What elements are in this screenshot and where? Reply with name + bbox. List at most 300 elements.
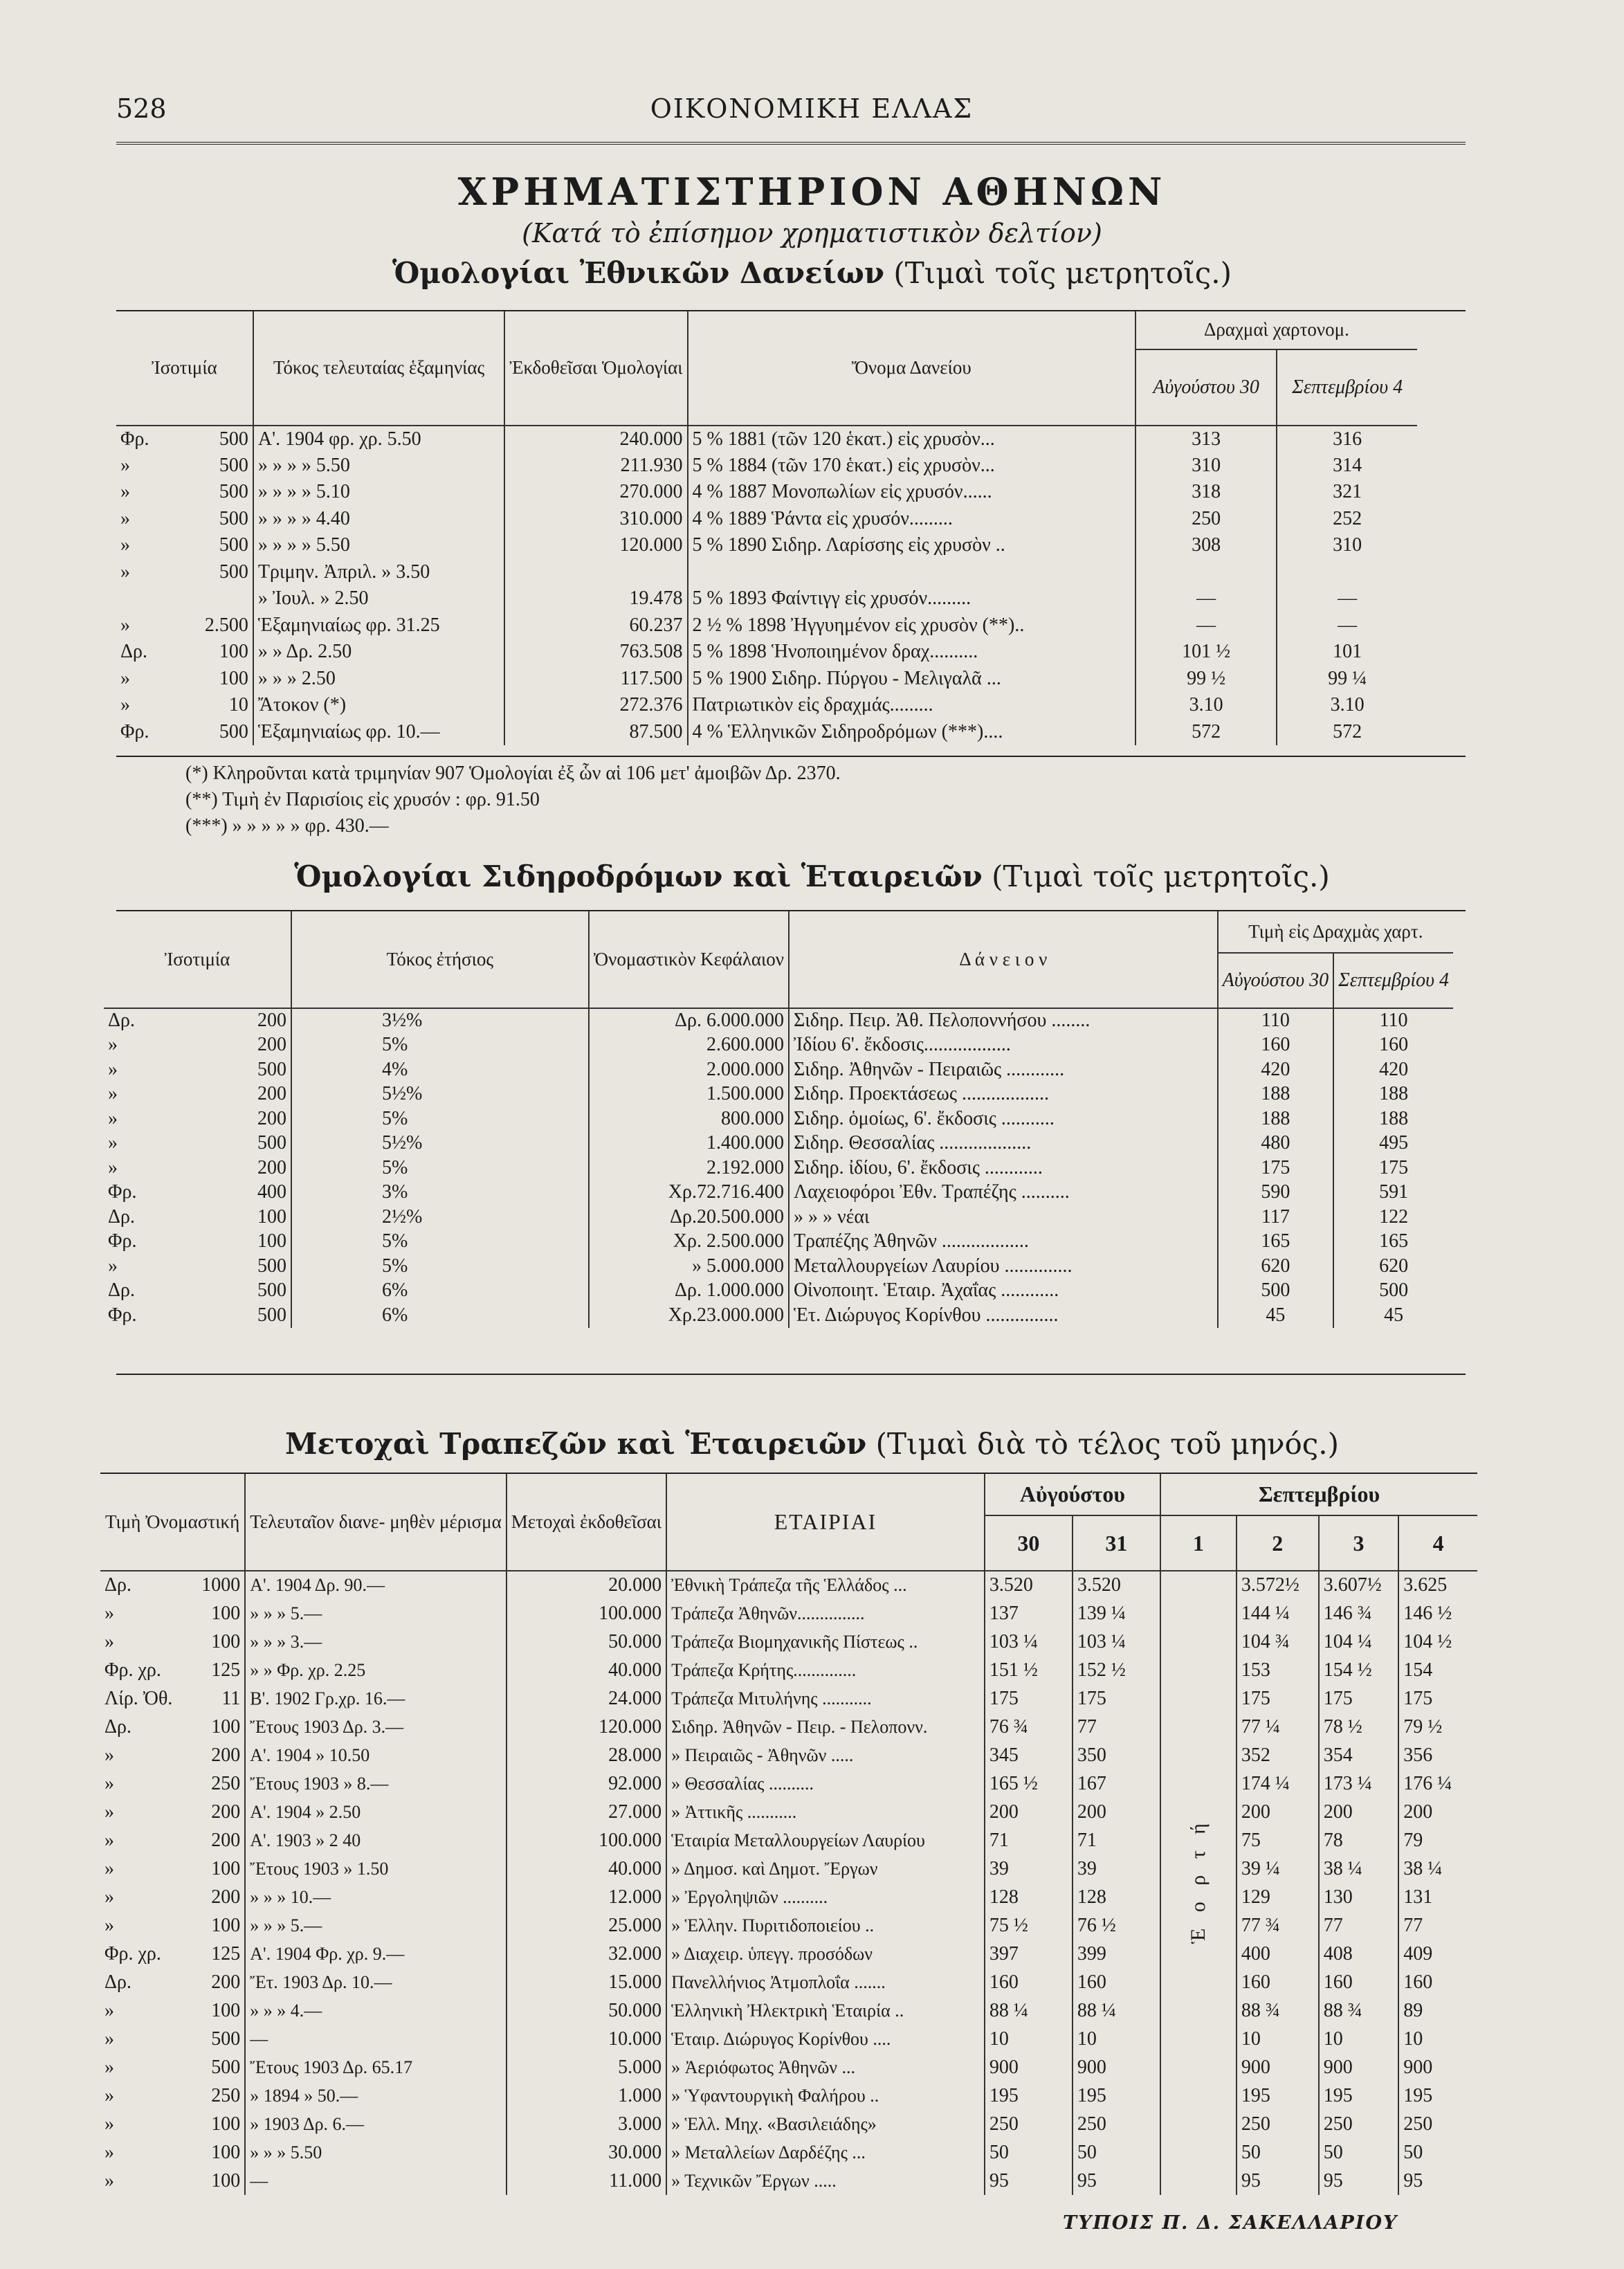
currency-cell: Φρ. [108,1181,137,1203]
col3-day-30: 30 [985,1515,1073,1571]
currency-cell: » [104,1602,114,1624]
price-sep2-cell: 174 ¼ [1237,1769,1319,1798]
shares-cell: 32.000 [507,1940,666,1968]
rate-cell: 5% [291,1156,589,1181]
company-cell: Ἑταιρ. Διώρυγος Κορίνθου .... [666,2025,985,2053]
price-aug31-cell: 95 [1073,2167,1160,2195]
price-sep3-cell: 408 [1319,1940,1399,1968]
col-drachmas: Δραχμαὶ χαρτονομ. [1135,311,1417,349]
price-sep3-cell: 78 [1319,1826,1399,1855]
currency-cell: » [104,2056,114,2078]
currency-cell: Δρ. [108,1279,135,1302]
table-row [104,1254,1453,1279]
rate-cell: 6% [291,1279,589,1304]
table-row [104,1082,1453,1107]
table-row [104,1205,1453,1230]
shares-cell: 5.000 [507,2053,666,2081]
loan-cell: Σιδηρ. ὁμοίως, 6'. ἔκδοσις ........... [789,1106,1218,1131]
price-sep2-cell: 195 [1237,2081,1319,2110]
price-sep4-cell: 95 [1403,2169,1423,2191]
price-sep4-cell: 99 ¼ [1328,667,1367,689]
interest-cell: Ἑξαμηνιαίως φρ. 31.25 [253,612,504,639]
price-aug30-cell: 103 ¼ [985,1628,1073,1656]
currency-cell: Φρ. [120,720,149,742]
par-cell: 200 [176,1883,245,1911]
shares-cell: 92.000 [507,1769,666,1798]
price-aug30-cell: 151 ½ [985,1656,1073,1684]
dividend-cell: » » Φρ. χρ. 2.25 [245,1656,506,1684]
currency-cell: Φρ. χρ. [104,1942,161,1965]
company-cell: » Θεσσαλίας .......... [666,1769,985,1798]
par-cell: 200 [161,1106,291,1131]
loan-cell: » » » νέαι [789,1205,1218,1230]
shares-cell: 40.000 [507,1855,666,1883]
interest-cell: » » Δρ. 2.50 [253,639,504,666]
issued-cell: 763.508 [504,639,687,666]
loan-cell: Λαχειοφόροι Ἐθν. Τραπέζης .......... [789,1181,1218,1205]
price-sep2-cell: 144 ¼ [1237,1599,1319,1628]
price-sep3-cell: 173 ¼ [1319,1769,1399,1798]
price-sep2-cell: 900 [1237,2053,1319,2081]
shares-cell: 120.000 [507,1713,666,1741]
price-sep4-cell: 122 [1379,1205,1409,1228]
loan-cell: Ἰδίου 6'. ἔκδοσις.................. [789,1033,1218,1058]
price-aug30-cell: 101 ½ [1135,639,1277,666]
rate-cell: 4% [291,1057,589,1082]
dividend-cell: — [245,2025,506,2053]
currency-cell: » [120,481,130,503]
rate-cell: 5% [291,1106,589,1131]
par-cell: 125 [176,1656,245,1684]
rate-cell: 2½% [291,1205,589,1230]
capital-cell: 800.000 [589,1106,789,1131]
currency-cell: » [104,2113,114,2135]
section3-heading [0,1427,1624,1461]
par-cell: 200 [176,1741,245,1769]
capital-cell: 2.192.000 [589,1156,789,1181]
company-cell: Σιδηρ. Ἀθηνῶν - Πειρ. - Πελοπονν. [666,1713,985,1741]
table-row [100,1883,1477,1911]
currency-cell: » [120,507,130,529]
dividend-cell: Β'. 1902 Γρ.χρ. 16.— [245,1684,506,1713]
price-aug30-cell: 420 [1218,1057,1334,1082]
price-aug31-cell: 200 [1073,1798,1160,1826]
price-aug30-cell: 397 [985,1940,1073,1968]
table-row [100,1684,1477,1713]
shares-cell: 27.000 [507,1798,666,1826]
currency-cell: Δρ. [108,1205,135,1228]
shares-cell: 1.000 [507,2081,666,2110]
company-cell: Ἐθνικὴ Τράπεζα τῆς Ἑλλάδος ... [666,1571,985,1599]
price-aug31-cell: 195 [1073,2081,1160,2110]
currency-cell: Δρ. [104,1574,131,1596]
price-sep3-cell: 154 ½ [1319,1656,1399,1684]
loan-cell: Σιδηρ. ἰδίου, 6'. ἔκδοσις ............ [789,1156,1218,1181]
price-sep4-cell: 89 [1403,1999,1423,2021]
shares-cell: 40.000 [507,1656,666,1684]
par-cell: 200 [176,1968,245,1996]
par-cell: 100 [176,1911,245,1940]
price-sep3-cell: 130 [1319,1883,1399,1911]
company-cell: » Μεταλλείων Δαρδέζης ... [666,2138,985,2167]
price-aug30-cell: 45 [1218,1303,1334,1328]
table-row [104,1131,1453,1156]
par-cell: 200 [161,1033,291,1058]
company-cell: Ἑλληνικὴ Ἠλεκτρικὴ Ἑταιρία .. [666,1996,985,2025]
dividend-cell: Ἔτους 1903 » 8.— [245,1769,506,1798]
currency-cell: » [104,1630,114,1652]
footnote-3: (***) » » » » » φρ. 430.— [185,815,389,837]
table-row [100,1996,1477,2025]
price-sep4-cell: 175 [1403,1687,1433,1709]
price-aug30-cell: 76 ¾ [985,1713,1073,1741]
table-row [100,1769,1477,1798]
col3-shares: Μετοχαὶ ἐκδοθεῖσαι [507,1474,666,1571]
section1-bottom-rule [116,756,1466,757]
par-cell: 500 [176,2025,245,2053]
holiday-cell [1160,1571,1237,2195]
price-sep4-cell: 188 [1379,1107,1409,1129]
issued-cell: 19.478 [504,585,687,612]
price-aug31-cell: 250 [1073,2110,1160,2138]
price-sep4-cell: 321 [1333,481,1362,503]
currency-cell: » [120,667,130,689]
price-aug30-cell: 88 ¼ [985,1996,1073,2025]
interest-cell: » » » » 5.50 [253,532,504,559]
col2-aug30: Αὐγούστου 30 [1218,953,1334,1008]
issued-cell: 310.000 [504,506,687,533]
price-aug30-cell: 195 [985,2081,1073,2110]
table-row [100,1713,1477,1741]
par-cell: 11 [176,1684,245,1713]
capital-cell: 1.400.000 [589,1131,789,1156]
price-sep4-cell: 45 [1384,1304,1404,1326]
price-sep4-cell: 50 [1403,2141,1423,2163]
col-interest: Τόκος τελευταίας ἑξαμηνίας [253,311,504,426]
col3-dividend: Τελευταῖον διανε- μηθὲν μέρισμα [245,1474,506,1571]
par-cell: 500 [161,1057,291,1082]
price-aug30-cell: 175 [985,1684,1073,1713]
currency-cell: » [120,694,130,716]
loan-name-cell: 4 % 1887 Μονοπωλίων εἰς χρυσόν...... [688,479,1135,506]
col3-day-2: 2 [1237,1515,1319,1571]
price-sep4-cell: 3.625 [1403,1574,1448,1596]
currency-cell: » [120,534,130,556]
table-row [116,612,1417,639]
price-sep2-cell: 160 [1237,1968,1319,1996]
par-cell: 500 [161,1279,291,1304]
shares-cell: 24.000 [507,1684,666,1713]
price-sep4-cell: 620 [1379,1255,1409,1277]
section3-heading-note: (Τιμαὶ διὰ τὸ τέλος τοῦ μηνός.) [875,1427,1340,1461]
col3-companies: ΕΤΑΙΡΙΑΙ [666,1474,985,1571]
loan-cell: Σιδηρ. Πειρ. Ἀθ. Πελοποννήσου ........ [789,1008,1218,1033]
table-row [116,506,1417,533]
loan-name-cell: 5 % 1900 Σιδηρ. Πύργου - Μελιγαλᾶ ... [688,666,1135,693]
price-sep4-cell: 79 ½ [1403,1715,1443,1738]
price-aug30-cell: 128 [985,1883,1073,1911]
price-sep4-cell: 252 [1333,507,1362,529]
col-sep4: Σεπτεμβρίου 4 [1277,349,1417,426]
price-sep4-cell: 10 [1403,2027,1423,2050]
col3-august: Αὐγούστου [985,1474,1160,1515]
interest-cell: Α'. 1904 φρ. χρ. 5.50 [253,426,504,453]
shares-cell: 11.000 [507,2167,666,2195]
price-sep3-cell: 195 [1319,2081,1399,2110]
price-aug30-cell: 10 [985,2025,1073,2053]
price-aug30-cell: 345 [985,1741,1073,1769]
section1-heading-note: (Τιμαὶ τοῖς μετρητοῖς.) [893,256,1232,290]
shares-cell: 10.000 [507,2025,666,2053]
loan-name-cell: 5 % 1890 Σιδηρ. Λαρίσσης εἰς χρυσὸν .. [688,532,1135,559]
table-row [116,453,1417,480]
shares-cell: 50.000 [507,1996,666,2025]
price-sep4-cell: 900 [1403,2056,1433,2078]
col2-capital: Ὀνομαστικὸν Κεφάλαιον [589,911,789,1008]
issued-cell: 240.000 [504,426,687,453]
loan-name-cell: 5 % 1881 (τῶν 120 ἑκατ.) εἰς χρυσὸν... [688,426,1135,453]
currency-cell: » [108,1107,118,1129]
par-cell: 100 [176,1599,245,1628]
dividend-cell: Α'. 1904 Δρ. 90.— [245,1571,506,1599]
shares-cell: 20.000 [507,1571,666,1599]
company-cell: » Ἀττικῆς ........... [666,1798,985,1826]
par-cell: 250 [176,2081,245,2110]
price-aug30-cell: 39 [985,1855,1073,1883]
par-cell: 500 [161,1303,291,1328]
price-sep4-cell: 310 [1333,534,1362,556]
capital-cell: Χρ.23.000.000 [589,1303,789,1328]
interest-cell: » Ἰουλ. » 2.50 [253,585,504,612]
table-row [104,1156,1453,1181]
price-sep2-cell: 352 [1237,1741,1319,1769]
company-cell: Τράπεζα Βιομηχανικῆς Πίστεως .. [666,1628,985,1656]
par-cell: 200 [161,1008,291,1033]
price-aug30-cell: 500 [1218,1279,1334,1304]
price-aug31-cell: 399 [1073,1940,1160,1968]
price-sep4-cell: 160 [1379,1034,1409,1056]
issued-cell: 270.000 [504,479,687,506]
price-aug30-cell: 75 ½ [985,1911,1073,1940]
table-row [100,1826,1477,1855]
price-aug31-cell: 128 [1073,1883,1160,1911]
table-row [116,585,1417,612]
col3-day-31: 31 [1073,1515,1160,1571]
section3-heading-text: Μετοχαὶ Τραπεζῶν καὶ Ἑταιρειῶν [284,1427,867,1461]
price-sep2-cell: 50 [1237,2138,1319,2167]
price-aug30-cell: 137 [985,1599,1073,1628]
table-row [100,1628,1477,1656]
issued-cell: 272.376 [504,692,687,719]
rate-cell: 3½% [291,1008,589,1033]
price-sep4-cell: 77 [1403,1914,1423,1936]
price-sep2-cell: 88 ¾ [1237,1996,1319,2025]
dividend-cell: Ἔτους 1903 Δρ. 3.— [245,1713,506,1741]
footnote-1: (*) Κληροῦνται κατὰ τριμηνίαν 907 Ὁμολογίαι ἐξ ὧν αἱ 106 μετ' ἀμοιβῶν Δρ. 2370. [185,763,841,784]
price-aug30-cell: — [1135,612,1277,639]
loan-name-cell: 5 % 1898 Ἡνοποιημένον δραχ.......... [688,639,1135,666]
capital-cell: » 5.000.000 [589,1254,789,1279]
price-sep4-cell: — [1338,614,1358,636]
price-sep4-cell: 195 [1403,2084,1433,2106]
company-cell: Πανελλήνιος Ἀτμοπλοΐα ....... [666,1968,985,1996]
dividend-cell: » » » 5.50 [245,2138,506,2167]
currency-cell: » [104,1829,114,1851]
par-cell: 100 [176,1996,245,2025]
main-title: ΧΡΗΜΑΤΙΣΤΗΡΙΟΝ ΑΘΗΝΩΝ [457,170,1167,214]
par-cell: 100 [176,1628,245,1656]
price-aug31-cell: 77 [1073,1713,1160,1741]
company-cell: » Ἐργοληψιῶν .......... [666,1883,985,1911]
currency-cell: » [104,1857,114,1879]
par-cell: 200 [161,1082,291,1107]
price-aug31-cell: 160 [1073,1968,1160,1996]
currency-cell: » [104,2141,114,2163]
shares-table [100,1474,1477,2195]
shares-cell: 50.000 [507,1628,666,1656]
railway-bonds-table [104,911,1453,1328]
price-aug31-cell: 76 ½ [1073,1911,1160,1940]
dividend-cell: » 1903 Δρ. 6.— [245,2110,506,2138]
price-aug30-cell: 160 [985,1968,1073,1996]
col2-par: Ἰσοτιμία [104,911,291,1008]
price-aug30-cell: 200 [985,1798,1073,1826]
table-row [104,1106,1453,1131]
currency-cell: Δρ. [104,1971,131,1993]
company-cell: » Ἑλλην. Πυριτιδοποιείου .. [666,1911,985,1940]
price-sep4-cell: 572 [1333,720,1362,742]
price-sep3-cell: 78 ½ [1319,1713,1399,1741]
table-row [104,1279,1453,1304]
rate-cell: 5½% [291,1082,589,1107]
loan-cell: Οἰνοποιητ. Ἑταιρ. Ἀχαΐας ............ [789,1279,1218,1304]
price-aug30-cell: 99 ½ [1135,666,1277,693]
currency-cell: » [120,454,130,476]
currency-cell: Φρ. [120,428,149,450]
currency-cell: » [108,1058,118,1080]
company-cell: » Ἑλλ. Μηχ. «Βασιλειάδης» [666,2110,985,2138]
price-aug30-cell: — [1135,585,1277,612]
col2-price: Τιμὴ εἰς Δραχμὰς χαρτ. [1218,911,1453,953]
col-aug30: Αὐγούστου 30 [1135,349,1277,426]
par-cell: 100 [176,1855,245,1883]
price-aug30-cell: 310 [1135,453,1277,480]
table-row [100,1656,1477,1684]
price-sep4-cell: 175 [1379,1156,1409,1178]
par-cell: 200 [176,1826,245,1855]
price-sep4-cell: 154 [1403,1659,1433,1681]
loan-cell: Τραπέζης Ἀθηνῶν .................. [789,1230,1218,1255]
table-row [100,1599,1477,1628]
page-header [116,93,1507,135]
loan-cell: Σιδηρ. Θεσσαλίας ................... [789,1131,1218,1156]
table-row [100,2081,1477,2110]
loan-name-cell: 5 % 1884 (τῶν 170 ἑκατ.) εἰς χρυσὸν... [688,453,1135,480]
price-aug30-cell: 313 [1135,426,1277,453]
par-cell [168,585,253,612]
price-aug30-cell: 620 [1218,1254,1334,1279]
currency-cell: Δρ. [104,1715,131,1738]
loan-cell: Σιδηρ. Προεκτάσεως .................. [789,1082,1218,1107]
rate-cell: 6% [291,1303,589,1328]
price-sep2-cell: 250 [1237,2110,1319,2138]
price-sep4-cell: 79 [1403,1829,1423,1851]
price-aug30-cell: 308 [1135,532,1277,559]
price-aug31-cell: 152 ½ [1073,1656,1160,1684]
par-cell: 500 [176,2053,245,2081]
shares-body [100,1571,1477,2195]
dividend-cell: » » » 3.— [245,1628,506,1656]
capital-cell: 1.500.000 [589,1082,789,1107]
loan-name-cell: 4 % 1889 Ῥάντα εἰς χρυσόν......... [688,506,1135,533]
par-cell: 200 [161,1156,291,1181]
par-cell: 500 [168,719,253,746]
price-aug30-cell: 110 [1218,1008,1334,1033]
price-aug31-cell: 71 [1073,1826,1160,1855]
price-aug30-cell: 900 [985,2053,1073,2081]
issued-cell: 117.500 [504,666,687,693]
col2-sep4: Σεπτεμβρίου 4 [1333,953,1453,1008]
price-aug30-cell: 117 [1218,1205,1334,1230]
price-aug31-cell: 350 [1073,1741,1160,1769]
price-aug30-cell: 3.10 [1135,692,1277,719]
currency-cell: » [120,561,130,583]
price-sep2-cell: 104 ¾ [1237,1628,1319,1656]
price-sep4-cell: 314 [1333,454,1362,476]
currency-cell: » [108,1132,118,1154]
par-cell: 100 [161,1230,291,1255]
price-aug31-cell: 50 [1073,2138,1160,2167]
price-aug31-cell: 167 [1073,1769,1160,1798]
price-sep4-cell: 500 [1379,1279,1409,1302]
capital-cell: Χρ.72.716.400 [589,1181,789,1205]
shares-cell: 3.000 [507,2110,666,2138]
price-aug30-cell: 250 [1135,506,1277,533]
currency-cell: » [104,1772,114,1794]
price-aug30-cell: 165 [1218,1230,1334,1255]
price-sep4-cell: 3.10 [1330,694,1365,716]
price-sep4-cell: 38 ¼ [1403,1857,1443,1879]
shares-cell: 15.000 [507,1968,666,1996]
price-sep2-cell: 153 [1237,1656,1319,1684]
section2-bottom-rule [116,1374,1466,1375]
par-cell: 500 [168,506,253,533]
price-sep2-cell: 95 [1237,2167,1319,2195]
currency-cell: » [104,1999,114,2021]
table-row [116,639,1417,666]
price-sep2-cell: 10 [1237,2025,1319,2053]
col2-rate: Τόκος ἐτήσιος [291,911,589,1008]
price-sep4-cell: 188 [1379,1083,1409,1105]
table-row [104,1303,1453,1328]
loan-name-cell: Πατριωτικὸν εἰς δραχμάς......... [688,692,1135,719]
table-row [104,1033,1453,1058]
interest-cell: Ἑξαμηνιαίως φρ. 10.— [253,719,504,746]
price-sep4-cell: 165 [1379,1230,1409,1252]
currency-cell: » [108,1156,118,1178]
dividend-cell: Α'. 1904 » 2.50 [245,1798,506,1826]
price-sep3-cell: 95 [1319,2167,1399,2195]
col-loan-name: Ὄνομα Δανείου [688,311,1135,426]
par-cell: 2.500 [168,612,253,639]
par-cell: 100 [168,639,253,666]
price-sep4-cell: 176 ¼ [1403,1772,1452,1794]
table-row [100,1741,1477,1769]
price-aug30-cell: 590 [1218,1181,1334,1205]
currency-cell [116,585,168,612]
price-sep4-cell: 591 [1379,1181,1409,1203]
par-cell: 1000 [176,1571,245,1599]
